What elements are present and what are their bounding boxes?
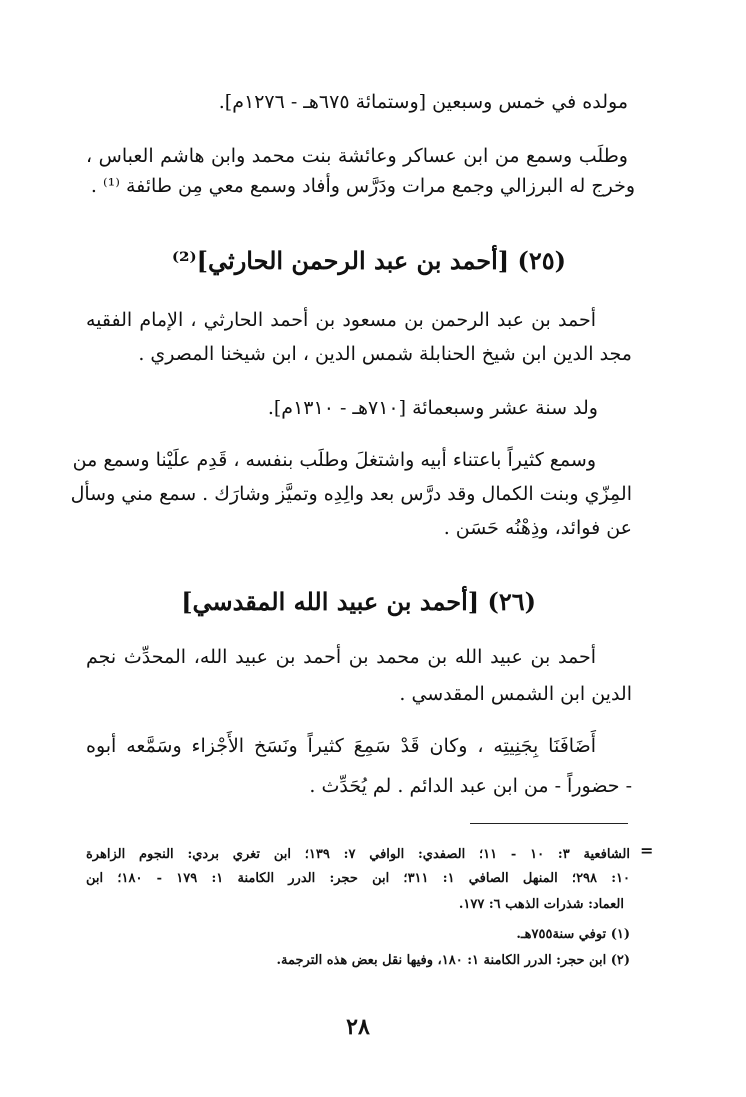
footnote-continuation-line-2: ١٠: ٢٩٨؛ المنهل الصافي ١: ٣١١؛ ابن حجر: الدرر الكامنة ١: ١٧٩ - ١٨٠؛ ابن: [86, 871, 631, 886]
footnote-2: (٢) ابن حجر: الدرر الكامنة ١: ١٨٠، وفيها نقل بعض هذه الترجمة.: [276, 953, 630, 968]
entry25-line-4: وسمع كثيراً باعتناء أبيه واشتغلَ وطلَب بنفسه ، قَدِم علَيْنا وسمع من: [72, 449, 596, 471]
entry26-line-3: أَضَافَنَا بِجَنِيتِه ، وكان قَدْ سَمِعَ كثيراً ونَسَخ الأَجْزاء وسَمَّعه أبوه: [86, 735, 596, 757]
entry24-line-1: مولده في خمس وسبعين [وستمائة ٦٧٥هـ - ١٢٧٦م].: [218, 91, 628, 113]
page-number: ٢٨: [346, 1014, 370, 1040]
entry24-line-3: وخرج له البرزالي وجمع مرات ودَرَّس وأفاد وسمع معي مِن طائفة ⁽¹⁾ .: [90, 175, 635, 197]
entry25-line-6: عن فوائد، وذِهْنُه حَسَن .: [443, 517, 632, 539]
entry25-line-2: مجد الدين ابن شيخ الحنابلة شمس الدين ، ابن شيخنا المصري .: [138, 343, 632, 365]
entry26-line-1: أحمد بن عبيد الله بن محمد بن أحمد بن عبيد الله، المحدِّث نجم: [86, 646, 596, 668]
entry25-heading: (٢٥) [أحمد بن عبد الرحمن الحارثي]⁽²⁾: [171, 246, 566, 275]
entry24-line-2: وطلَب وسمع من ابن عساكر وعائشة بنت محمد وابن هاشم العباس ،: [86, 145, 628, 167]
footnote-1: (١) توفي سنة٧٥٥هـ.: [516, 927, 630, 942]
footnote-continuation-mark: =: [640, 841, 654, 860]
footnote-continuation-line-1: الشافعية ٣: ١٠ - ١١؛ الصفدي: الوافي ٧: ١٣٩؛ ابن تغري بردي: النجوم الزاهرة: [86, 847, 630, 862]
entry26-line-2: الدين ابن الشمس المقدسي .: [399, 683, 632, 705]
footnote-continuation-line-3: العماد: شذرات الذهب ٦: ١٧٧.: [458, 897, 624, 912]
footnote-separator: [470, 823, 628, 824]
entry26-line-4: - حضوراً - من ابن عبد الدائم . لم يُحَدِّث .: [309, 775, 632, 797]
entry26-heading: (٢٦) [أحمد بن عبيد الله المقدسي]: [181, 587, 536, 616]
entry25-line-1: أحمد بن عبد الرحمن بن مسعود بن أحمد الحارثي ، الإمام الفقيه: [86, 309, 596, 331]
entry25-line-3: ولد سنة عشر وسبعمائة [٧١٠هـ - ١٣١٠م].: [267, 397, 598, 419]
entry25-line-5: المِزّي وبنت الكمال وقد درَّس بعد والِدِه وتميَّز وشارَك . سمع مني وسأل: [70, 483, 632, 505]
